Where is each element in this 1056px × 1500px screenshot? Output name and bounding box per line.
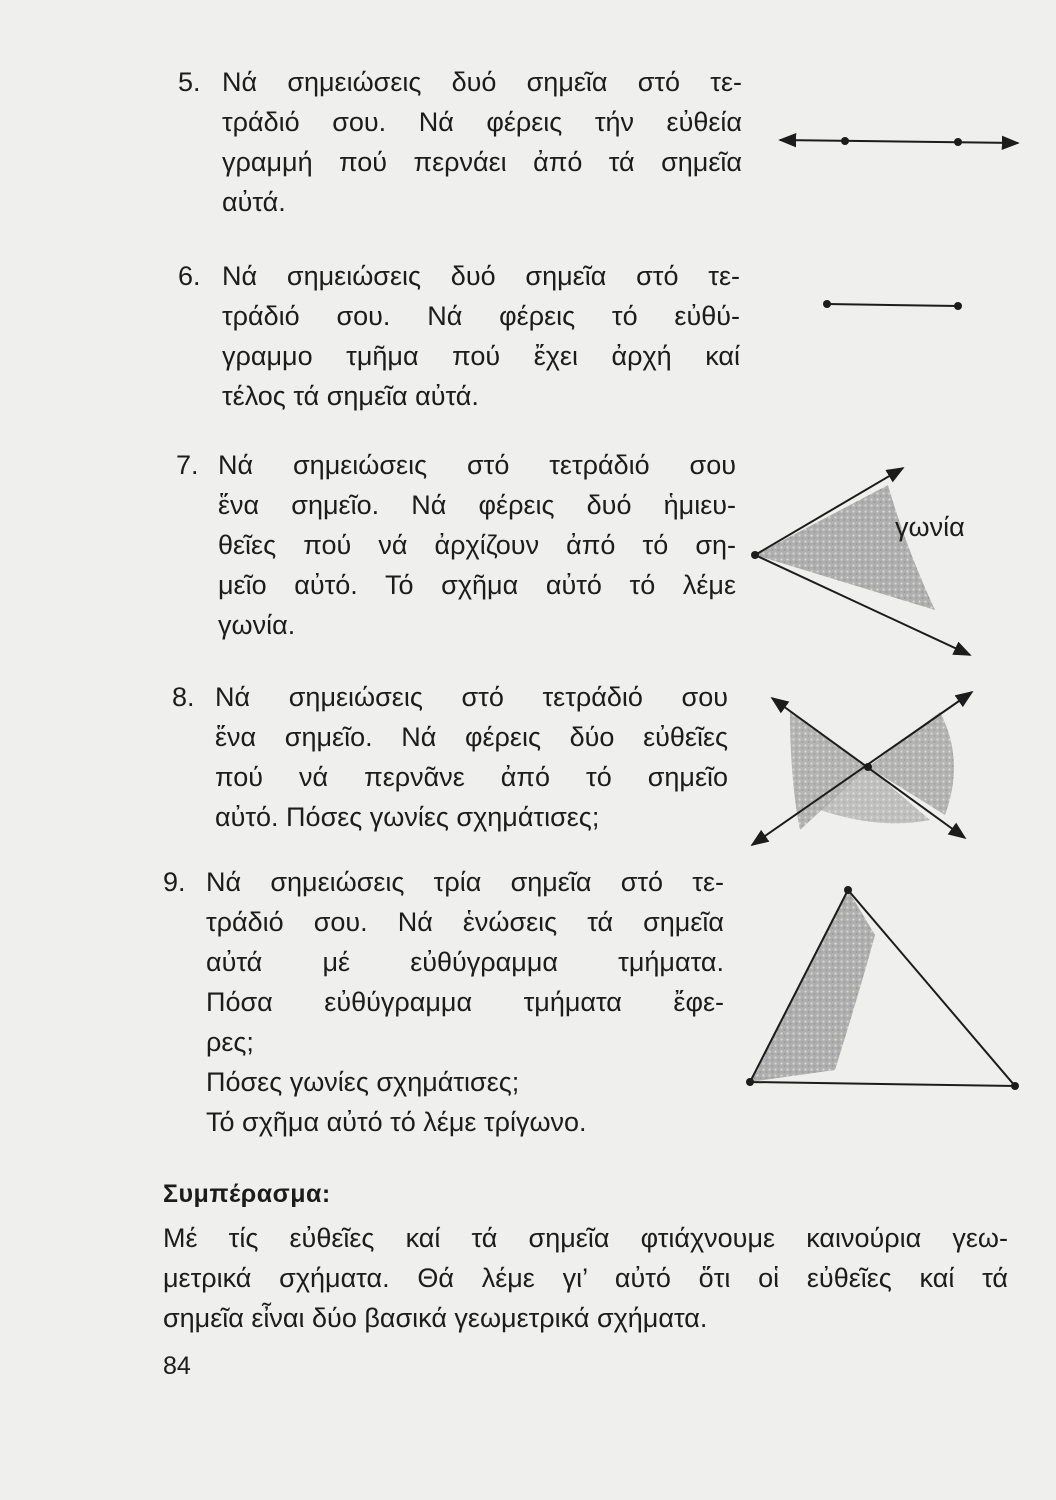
point [841, 137, 849, 145]
triangle-figure [746, 886, 1019, 1090]
exercise-text: Νά σημειώσεις στό τετράδιό σου ἕνα σημεῖο. Νά φέρεις δυό ἡμιευ- θεῖες πού νά ἀρχίζουν ἀπό τό ση- μεῖο αὐτό. Τό σχῆμα αὐτό τό λέμε γωνία. [218, 450, 736, 640]
exercise-number: 7. [176, 450, 199, 480]
conclusion-title: Συμπέρασμα: [163, 1180, 331, 1208]
exercise-number: 6. [178, 261, 201, 291]
point [1011, 1082, 1019, 1090]
exercise-text: Νά σημειώσεις δυό σημεῖα στό τε- τράδιό σου. Νά φέρεις τήν εὐθεία γραμμή πού περνάει ἀπό τά σημεῖα αὐτά. [222, 67, 742, 217]
intersecting-lines-figure [752, 692, 972, 845]
point [954, 302, 962, 310]
vertex-point [751, 551, 759, 559]
conclusion-text: Μέ τίς εὐθεῖες καί τά σημεῖα φτιάχνουμε καινούρια γεω- μετρικά σχήματα. Θά λέμε γι’ αὐτό ὅτι οἱ εὐθεῖες καί τά σημεῖα εἶναι δύο βασικά γεωμετρικά σχήματα. [163, 1223, 1008, 1333]
exercise-number: 5. [178, 67, 201, 97]
line-figure [780, 137, 1018, 146]
exercise-number: 8. [172, 682, 195, 712]
exercise-text: Νά σημειώσεις τρία σημεῖα στό τε- τράδιό σου. Νά ἑνώσεις τά σημεῖα αὐτά μέ εὐθύγραμμα τμήματα. Πόσα εὐθύγραμμα τμήματα ἔφε- ρες; Πόσες γωνίες σχημάτισες; Τό σχῆμα αὐτό τό λέμε τρίγωνο. [206, 867, 724, 1137]
point [823, 300, 831, 308]
exercise-text: Νά σημειώσεις στό τετράδιό σου ἕνα σημεῖο. Νά φέρεις δύο εὐθεῖες πού νά περνᾶνε ἀπό τό σημεῖο αὐτό. Πόσες γωνίες σχημάτισες; [215, 682, 728, 832]
angle-figure [751, 468, 970, 655]
exercise-text: Νά σημειώσεις δυό σημεῖα στό τε- τράδιό σου. Νά φέρεις τό εὐθύ- γραμμο τμῆμα πού ἔχει ἀρχή καί τέλος τά σημεῖα αὐτά. [222, 261, 740, 411]
angle-label: γωνία [895, 512, 965, 542]
point [844, 886, 852, 894]
page-number: 84 [163, 1352, 191, 1380]
exercise-number: 9. [163, 867, 186, 897]
intersection-point [864, 763, 872, 771]
point [954, 138, 962, 146]
segment-figure [823, 300, 962, 310]
point [746, 1078, 754, 1086]
